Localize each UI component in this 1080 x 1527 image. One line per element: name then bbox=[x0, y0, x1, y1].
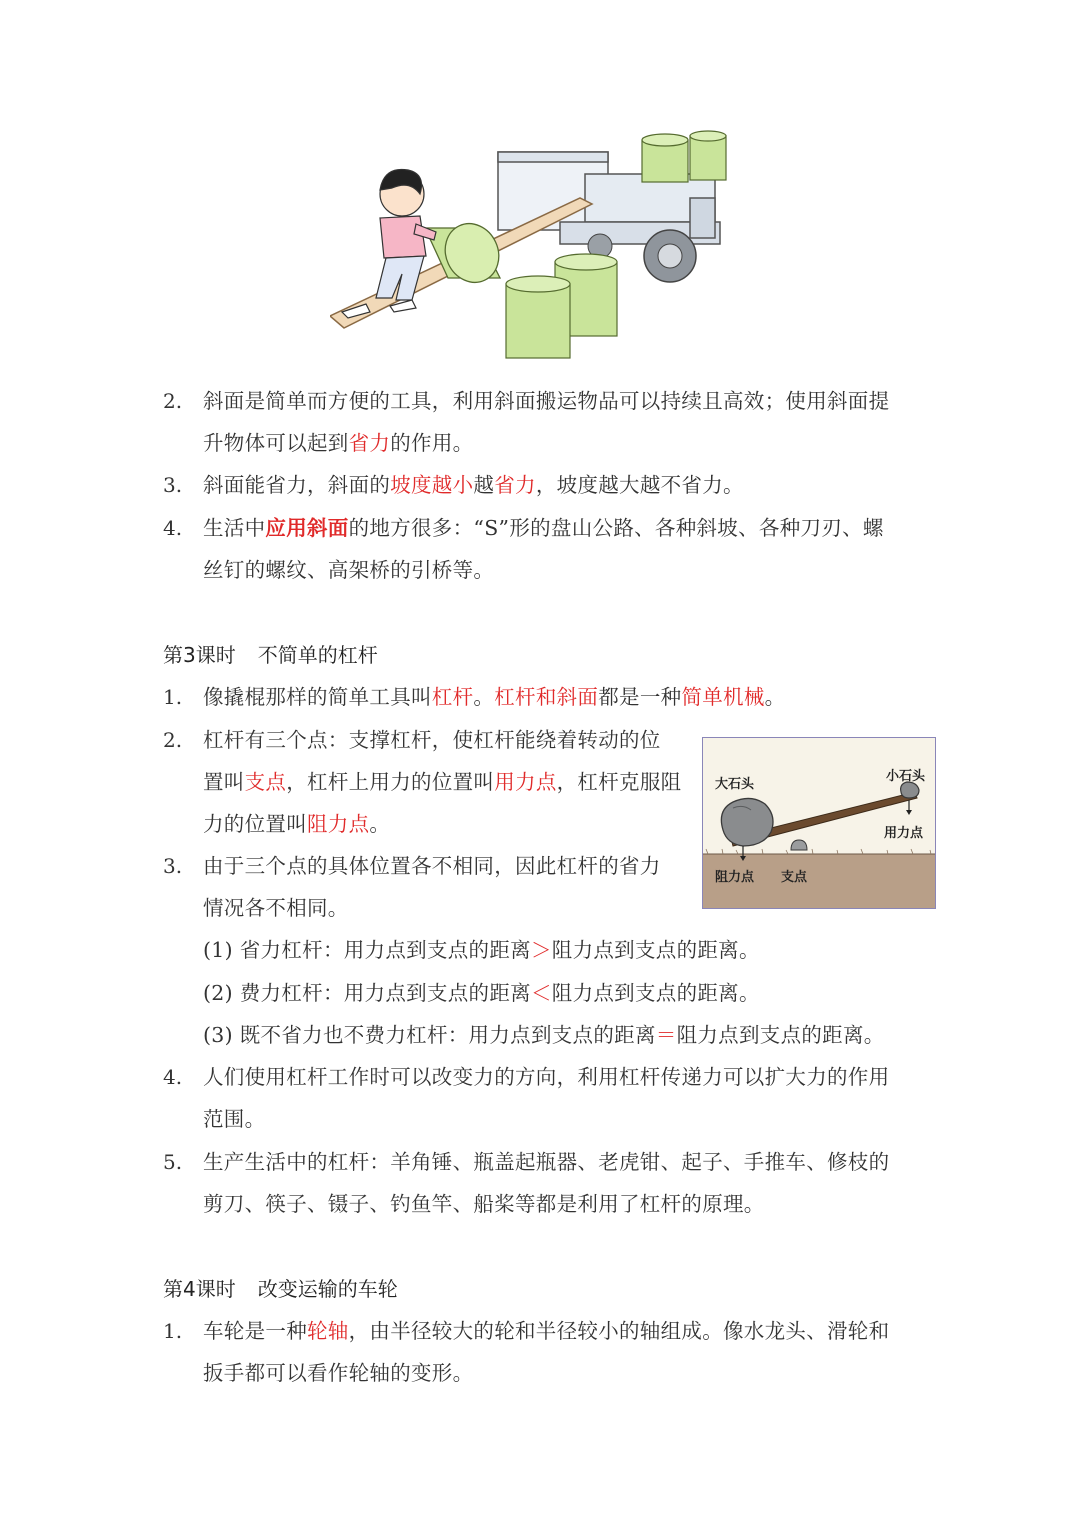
list-text: 由于三个点的具体位置各不相同，因此杠杆的省力 bbox=[203, 854, 661, 878]
comparison-symbol: ＜ bbox=[530, 981, 552, 1005]
big-stone bbox=[721, 798, 773, 846]
list-number: 2. bbox=[163, 389, 183, 413]
comparison-symbol: ＞ bbox=[530, 938, 552, 962]
list-number: 3. bbox=[163, 854, 183, 878]
list-text: 像撬棍那样的简单工具叫杠杆。杠杆和斜面都是一种简单机械。 bbox=[203, 685, 786, 709]
list-number: 3. bbox=[163, 473, 183, 497]
grass-marks bbox=[706, 849, 931, 854]
list-number: 1. bbox=[163, 1319, 183, 1343]
label-fulcrum: 支点 bbox=[781, 870, 808, 885]
label-resistance-point: 阻力点 bbox=[715, 870, 755, 885]
lever-type-item: (3) 既不省力也不费力杠杆：用力点到支点的距离＝阻力点到支点的距离。 bbox=[203, 1023, 885, 1047]
label-small-stone: 小石头 bbox=[886, 769, 926, 784]
lever-diagram bbox=[702, 737, 936, 909]
highlight-term: 杠杆和斜面 bbox=[494, 685, 599, 709]
list-text: 置叫支点，杠杆上用力的位置叫用力点，杠杆克服阻 bbox=[203, 770, 682, 794]
highlight-term: 阻力点 bbox=[307, 812, 370, 836]
list-text: 剪刀、筷子、镊子、钓鱼竿、船桨等都是利用了杠杆的原理。 bbox=[203, 1192, 765, 1216]
fulcrum-stone bbox=[791, 840, 807, 850]
incline-illustration bbox=[330, 128, 730, 363]
barrels-on-truck bbox=[642, 131, 726, 182]
highlight-term: 支点 bbox=[244, 770, 287, 794]
list-text: 杠杆有三个点：支撑杠杆，使杠杆能绕着转动的位 bbox=[203, 728, 661, 752]
list-text: 人们使用杠杆工作时可以改变力的方向，利用杠杆传递力可以扩大力的作用 bbox=[203, 1065, 890, 1089]
list-number: 4. bbox=[163, 516, 183, 540]
list-number: 2. bbox=[163, 728, 183, 752]
highlight-term: 轮轴 bbox=[307, 1319, 349, 1343]
lesson4-heading: 第4课时 改变运输的车轮 bbox=[163, 1277, 398, 1301]
list-number: 5. bbox=[163, 1150, 183, 1174]
small-stone bbox=[901, 782, 919, 798]
list-text: 生活中应用斜面的地方很多：“S”形的盘山公路、各种斜坡、各种刀刃、螺 bbox=[203, 516, 884, 540]
list-text: 斜面能省力，斜面的坡度越小越省力，坡度越大越不省力。 bbox=[203, 473, 744, 497]
lever-type-item: (1) 省力杠杆：用力点到支点的距离＞阻力点到支点的距离。 bbox=[203, 938, 760, 962]
lever-type-item: (2) 费力杠杆：用力点到支点的距离＜阻力点到支点的距离。 bbox=[203, 981, 760, 1005]
list-text: 升物体可以起到省力的作用。 bbox=[203, 431, 474, 455]
list-text: 范围。 bbox=[203, 1107, 266, 1131]
barrels-on-ground bbox=[506, 254, 617, 358]
list-text: 力的位置叫阻力点。 bbox=[203, 812, 391, 836]
list-number: 1. bbox=[163, 685, 183, 709]
child-figure bbox=[342, 169, 436, 318]
highlight-term: 省力 bbox=[494, 473, 536, 497]
highlight-term: 简单机械 bbox=[681, 685, 765, 709]
highlight-term: 用力点 bbox=[494, 770, 557, 794]
lesson3-heading: 第3课时 不简单的杠杆 bbox=[163, 643, 378, 667]
list-text: 生产生活中的杠杆：羊角锤、瓶盖起瓶器、老虎钳、起子、手推车、修枝的 bbox=[203, 1150, 890, 1174]
highlight-term: 杠杆 bbox=[431, 685, 474, 709]
comparison-symbol: ＝ bbox=[655, 1023, 677, 1047]
highlight-term: 应用斜面 bbox=[265, 516, 349, 540]
label-big-stone: 大石头 bbox=[715, 777, 755, 792]
list-text: 情况各不相同。 bbox=[203, 896, 349, 920]
list-text: 斜面是简单而方便的工具，利用斜面搬运物品可以持续且高效；使用斜面提 bbox=[203, 389, 890, 413]
highlight-term: 坡度越小 bbox=[390, 473, 474, 497]
list-number: 4. bbox=[163, 1065, 183, 1089]
list-text: 丝钉的螺纹、高架桥的引桥等。 bbox=[203, 558, 495, 582]
label-effort-point: 用力点 bbox=[884, 826, 924, 841]
highlight-term: 省力 bbox=[348, 431, 391, 455]
list-text: 车轮是一种轮轴，由半径较大的轮和半径较小的轴组成。像水龙头、滑轮和 bbox=[203, 1319, 890, 1343]
list-text: 扳手都可以看作轮轴的变形。 bbox=[203, 1361, 474, 1385]
